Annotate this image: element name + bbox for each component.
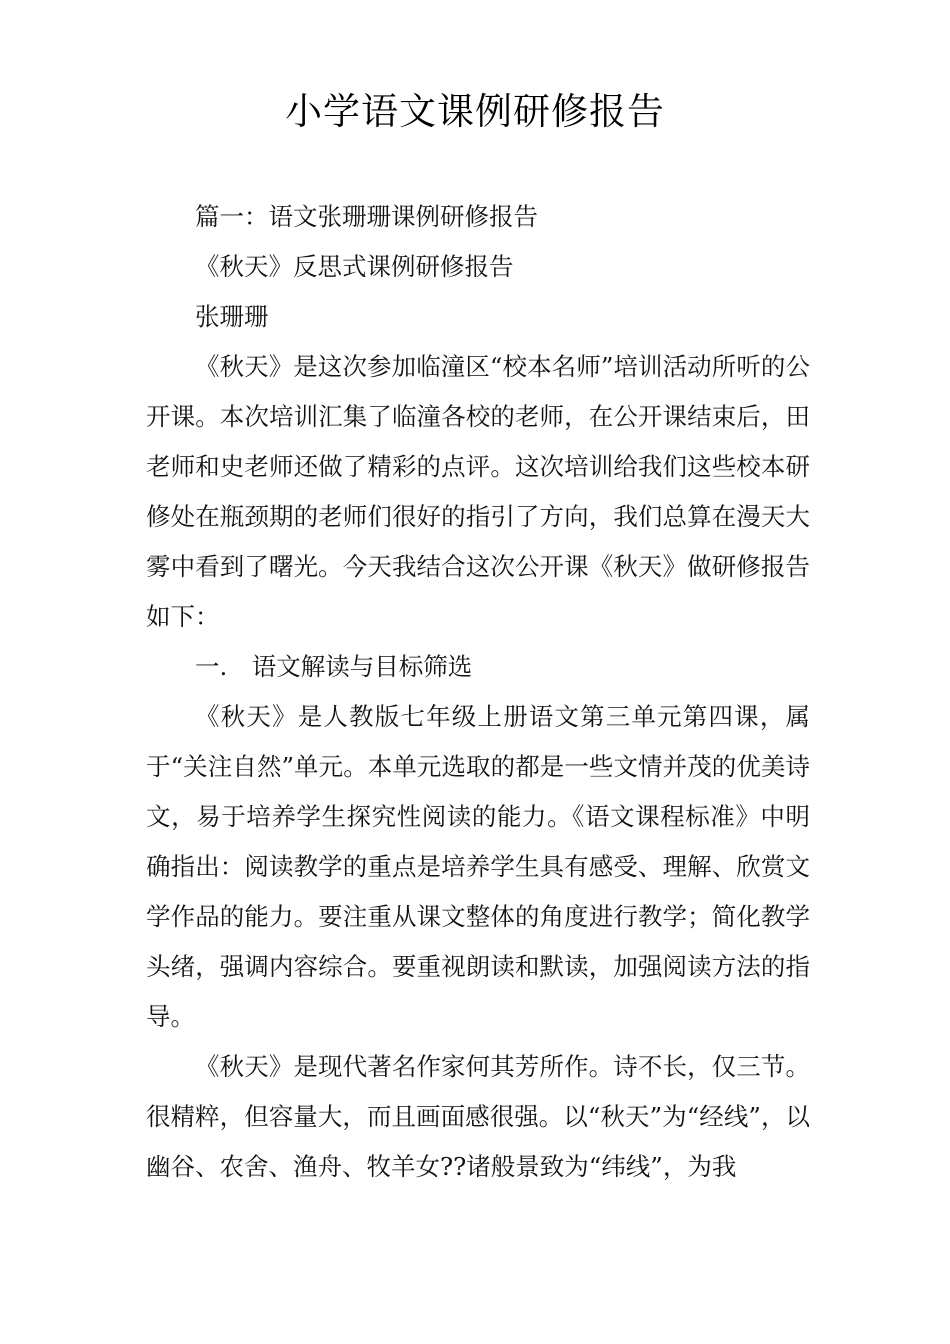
paragraph-section-heading: 篇一：语文张珊珊课例研修报告 bbox=[195, 202, 538, 231]
document-title: 小学语文课例研修报告 bbox=[285, 90, 665, 133]
paragraph-intro: 《秋天》是这次参加临潼区“校本名师”培训活动所听的公开课。本次培训汇集了临潼各校的老师，在公开课结束后，田老师和史老师还做了精彩的点评。这次培训给我们这些校本研修处在瓶颈期的老师们很好的指引了方向，我们总算在漫天大雾中看到了曙光。今天我结合这次公开课《秋天》做研修报告如下： bbox=[146, 352, 810, 631]
document-body bbox=[146, 192, 810, 1192]
paragraph-poem-description: 《秋天》是现代著名作家何其芳所作。诗不长，仅三节。很精粹，但容量大，而且画面感很强。以“秋天”为“经线”，以幽谷、农舍、渔舟、牧羊女??诸般景致为“纬线”，为我 bbox=[146, 1052, 810, 1181]
paragraph-text-analysis: 《秋天》是人教版七年级上册语文第三单元第四课，属于“关注自然”单元。本单元选取的都是一些文情并茂的优美诗文，易于培养学生探究性阅读的能力。《语文课程标准》中明确指出：阅读教学的重点是培养学生具有感受、理解、欣赏文学作品的能力。要注重从课文整体的角度进行教学；简化教学头绪，强调内容综合。要重视朗读和默读，加强阅读方法的指导。 bbox=[146, 702, 810, 1031]
paragraph-subheading-1: 一. 语文解读与目标筛选 bbox=[195, 652, 473, 681]
paragraph-author: 张珊珊 bbox=[195, 302, 269, 331]
paragraph-report-title: 《秋天》反思式课例研修报告 bbox=[195, 252, 514, 281]
